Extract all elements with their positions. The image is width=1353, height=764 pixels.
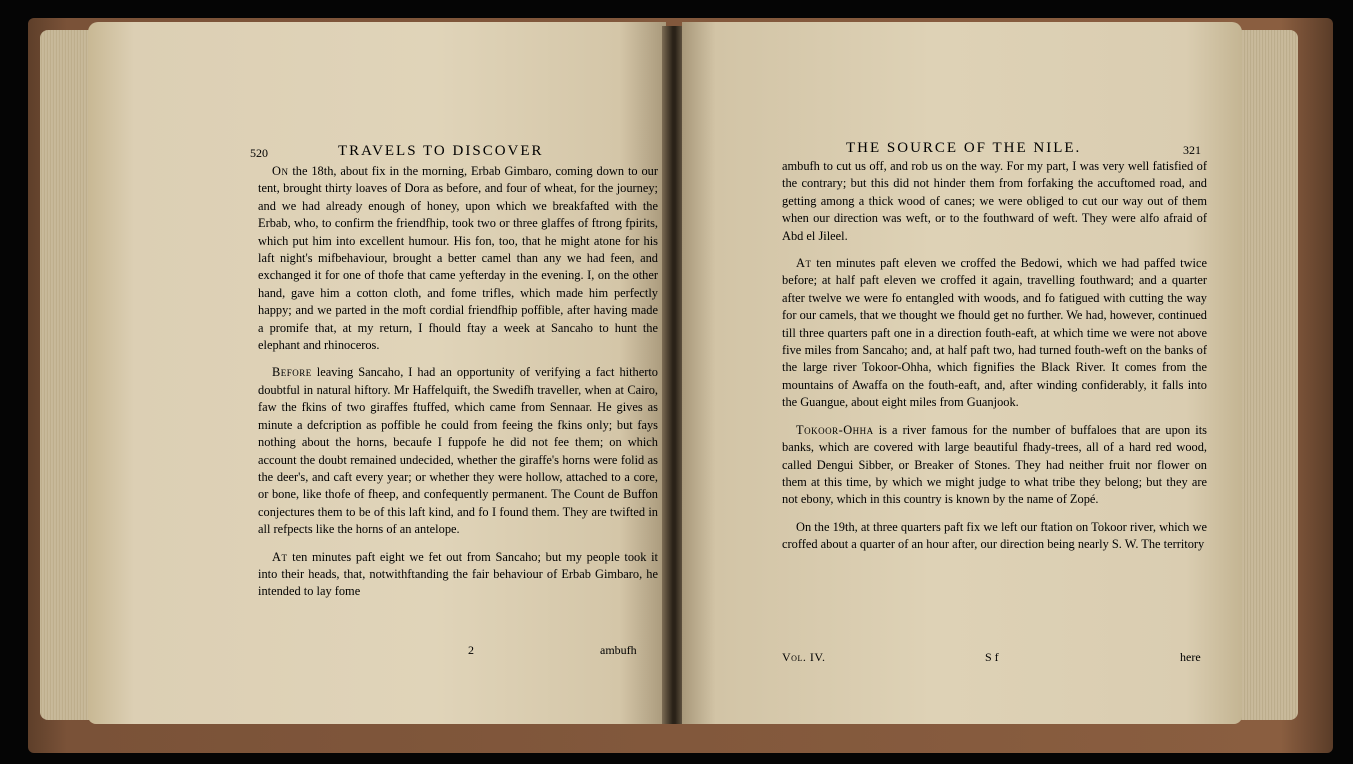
paragraph-body: ambufh to cut us off, and rob us on the way. For my part, I was very well fatisfied of the contrary; but this did not hinder them from forfaking the accuftomed road, and getting among a thick wood of canes; we were obliged to cut our way out of them when our direction was weft, or to the fouthward of weft. They were alfo afraid of Abd el Jileel. — [782, 159, 1207, 243]
paragraph-lead: On — [272, 164, 289, 178]
right-page-number: 321 — [1183, 143, 1201, 157]
left-paragraph-3 — [258, 549, 658, 601]
left-paragraph-2 — [258, 364, 658, 538]
left-catchword: ambufh — [600, 643, 637, 657]
right-signature-mark: S f — [985, 650, 999, 664]
right-paragraph-4 — [782, 519, 1207, 554]
paragraph-lead: At — [272, 549, 288, 564]
left-running-head: TRAVELS TO DISCOVER — [338, 143, 544, 159]
right-paragraph-2 — [782, 255, 1207, 412]
left-page-number: 520 — [250, 146, 268, 160]
right-volume-mark: Vol. IV. — [782, 650, 826, 664]
left-signature-mark: 2 — [468, 643, 474, 657]
left-page-text — [258, 163, 658, 611]
right-running-head: THE SOURCE OF THE NILE. — [846, 140, 1082, 156]
right-page-edges — [1240, 30, 1298, 720]
left-page-edges — [40, 30, 90, 720]
paragraph-body: ten minutes paft eleven we croffed the Bedowi, which we had paffed twice before; at half paft eleven we croffed it again, travelling fouthward; and a quarter after twelve we were fo entangled with woods, and fo fatigued with cutting the way for our camels, that we thought we fhould get no further. We had, however, continued till three quarters paft one in a direction fouth-eaft, at which time we were not above five miles from Sancaho; and, at half paft two, had turned fouth-weft on the banks of the large river Tokoor-Ohha, which fignifies the Black River. It comes from the mountains of Awaffa on the fouth-eaft, and, after winding confiderably, it falls into the Guangue, about eight miles from Guanjook. — [782, 256, 1207, 410]
paragraph-lead: Before — [272, 365, 312, 380]
right-page-text — [782, 158, 1207, 564]
paragraph-body: ten minutes paft eight we fet out from Sancaho; but my people took it into their heads, that, notwithftanding the fair behaviour of Erbab Gimbaro, he intended to lay fome — [258, 549, 658, 599]
paragraph-body: On the 19th, at three quarters paft fix we left our ftation on Tokoor river, which we croffed about a quarter of an hour after, our direction being nearly S. W. The territory — [782, 519, 1207, 552]
paragraph-body: the 18th, about fix in the morning, Erbab Gimbaro, coming down to our tent, brought thirty loaves of Dora as before, and four of wheat, for the journey; and we had already enough of honey, upon which we breakfafted with the Erbab, who, to confirm the friendfhip, took two or three glaffes of ftrong fpirits, which put him into excellent humour. His fon, too, that he might atone for his laft night's mifbehaviour, brought a better camel than any we had feen, and exchanged it for one of thofe that came yefterday in the evening. I, on the other hand, gave him a cotton cloth, and fome trifles, which made him perfectly happy; and we parted in the moft cordial friendfhip poffible, after having made a promife that, at my return, I fhould ftay a week at Sancaho to hunt the elephant and rhinoceros. — [258, 164, 658, 353]
paragraph-body: leaving Sancaho, I had an opportunity of verifying a fact hitherto doubtful in natural hiftory. Mr Haffelquift, the Swedifh traveller, when at Cairo, faw the fkins of two giraffes ftuffed, which came from Sennaar. He gives as minute a defcription as poffible he could from feeing the fkins only; but fays nothing about the horns, becaufe I fuppofe he did not fee them; on which account the doubt remained undecided, whether the giraffe's horns were folid as the deer's, and caft every year; or whether they were hollow, attached to a core, or bone, like thofe of fheep, and confequently permanent. The Count de Buffon conjectures them to be of this laft kind, and fo I found them. They are twifted in all refpects like the horns of an antelope. — [258, 365, 658, 537]
paragraph-body: is a river famous for the number of buffaloes that are upon its banks, which are covered with large beautiful fhady-trees, all of a hard red wood, called Dengui Sibber, or Breaker of Stones. They had neither fruit nor flower on them at this time, by which we might judge to what tribe they belong; but they are not ebony, which in this country is known by the name of Zopé. — [782, 422, 1207, 507]
paragraph-lead: Tokoor-Ohha — [796, 422, 874, 437]
right-paragraph-1 — [782, 158, 1207, 245]
right-catchword: here — [1180, 650, 1201, 664]
paragraph-lead: At — [796, 256, 812, 271]
left-paragraph-1 — [258, 163, 658, 354]
right-paragraph-3 — [782, 422, 1207, 509]
